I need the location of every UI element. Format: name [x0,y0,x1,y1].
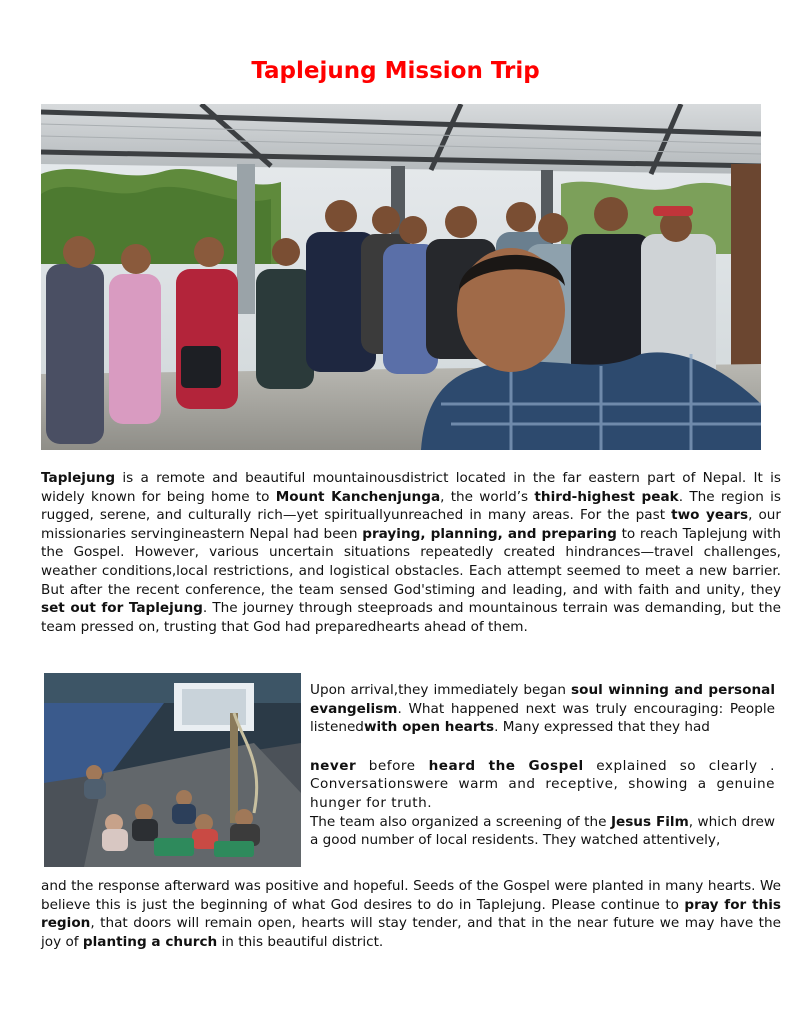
text-run: Jesus Film [610,813,689,830]
text-run: . The journey through steeproads and mountainous terrain was demanding, but the team pressed on, trusting that God had preparedhearts ahead of them. [41,600,781,635]
text-run: , our missionaries servingineastern Nepal had been [41,507,781,542]
text-run: heard the Gospel [415,757,584,774]
evangelism-paragraph [310,681,775,850]
text-run: is a remote and beautiful mountainousdistrict located in the far eastern part of Nepal. It is widely known for being home to [41,470,781,505]
text-run: planting a church [82,933,218,950]
text-run: pray for this region [41,896,782,932]
jesus-film-text [310,814,775,849]
text-run: The team also organized a screening of the [310,813,611,830]
text-run: soul winning and personal evangelism [310,682,775,717]
text-run: , the world’s [440,488,535,505]
text-run: with open hearts [363,719,495,736]
text-run: never [310,757,357,774]
text-run: set out for Taplejung [41,600,203,617]
film-screening-photo [44,673,301,867]
page-title: Taplejung Mission Trip [251,58,540,84]
evangelism-text [310,682,775,735]
intro-paragraph [41,469,781,636]
text-run: , which drew a good number of local residents. They watched attentively, [310,813,775,849]
text-run: two years [671,507,749,524]
text-run: praying, planning, and preparing [362,525,617,542]
text-run: before [356,757,416,774]
text-run: Upon arrival,they immediately began [310,682,572,698]
text-run: . Many expressed that they had [494,719,710,736]
closing-paragraph [41,877,781,951]
text-run: . The region is rugged, serene, and culturally rich—yet spirituallyunreached in many areas. For the past [41,488,782,524]
text-run: explained so clearly . Conversationswere warm and receptive, showing a genuine hunger for truth. [310,757,775,811]
text-run: third-highest peak [534,488,679,505]
text-run: Taplejung [41,470,116,486]
text-run: Mount Kanchenjunga [275,488,441,505]
text-run: in this beautiful district. [217,933,384,950]
text-run: . What happened next was truly encouraging: People listened [310,700,775,736]
text-run: and the response afterward was positive and hopeful. Seeds of the Gospel were planted in many hearts. We believe this is just the beginning of what God desires to do in Taplejung. Please continue to [41,878,781,913]
gospel-response-text [310,758,775,811]
group-photo [41,104,761,450]
text-run: to reach Taplejung with the Gospel. However, various uncertain situations repeatedly created hindrances—travel challenges, weather conditions,local restrictions, and logistical obstacles. Each attempt seemed to meet a new barrier. But after the recent conference, the team sensed God'stiming and leading, and with faith and unity, they [41,525,781,598]
text-run: , that doors will remain open, hearts will stay tender, and that in the near future we may have the joy of [41,915,781,950]
